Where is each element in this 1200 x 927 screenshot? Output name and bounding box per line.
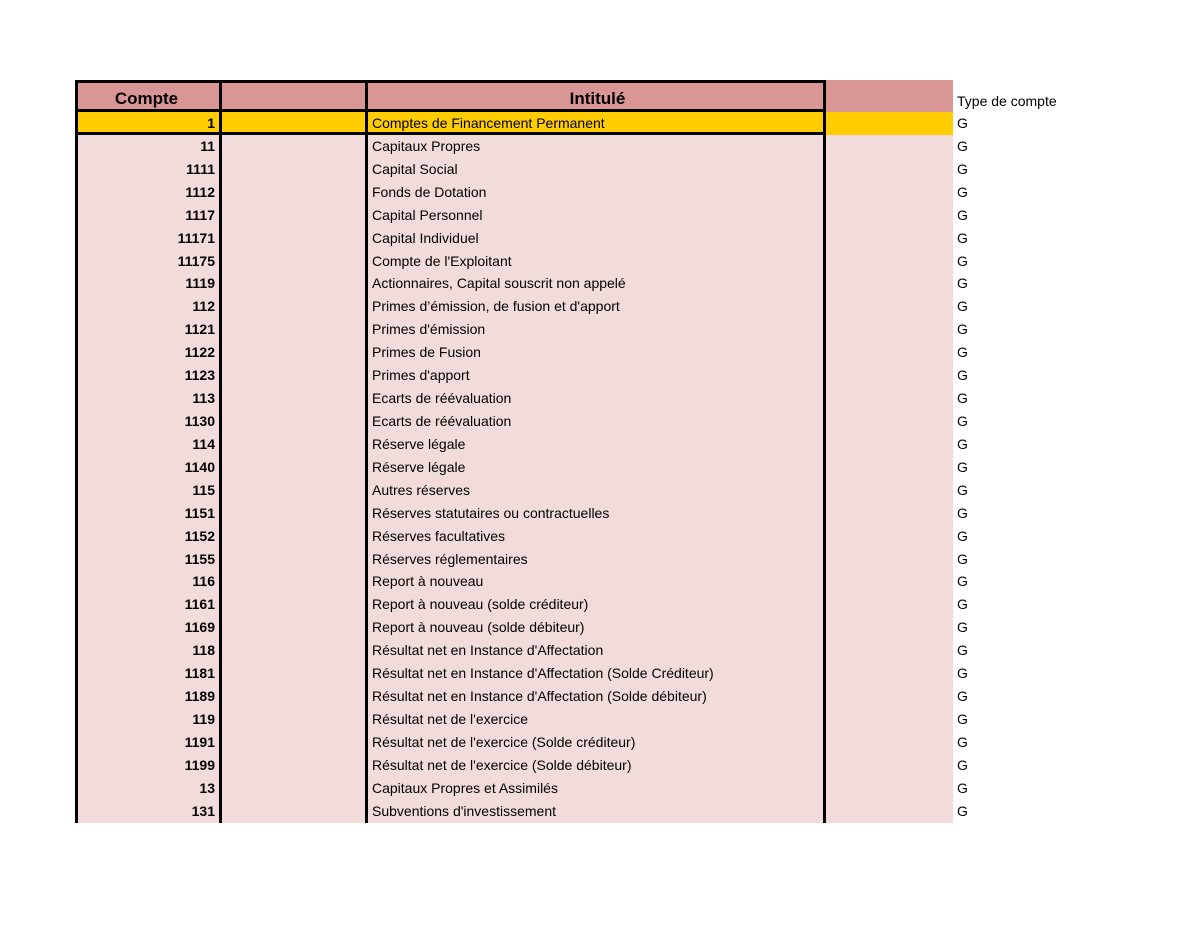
cell-blank (222, 616, 368, 639)
cell-intitule: Report à nouveau (368, 570, 826, 593)
table-row (75, 685, 1075, 708)
cell-compte: 1140 (75, 456, 222, 479)
cell-intitule: Capitaux Propres et Assimilés (368, 777, 826, 800)
table-row (75, 318, 1075, 341)
table-row (75, 250, 1075, 273)
cell-extra (826, 548, 953, 571)
cell-type-de-compte: G (957, 619, 968, 636)
cell-type-de-compte: G (957, 527, 968, 544)
cell-blank (222, 112, 368, 135)
cell-type-de-compte: G (957, 665, 968, 682)
cell-type-de-compte: G (957, 252, 968, 269)
account-table (75, 80, 1075, 823)
cell-type-de-compte: G (957, 596, 968, 613)
cell-blank (222, 800, 368, 823)
cell-intitule: Report à nouveau (solde créditeur) (368, 593, 826, 616)
table-row (75, 593, 1075, 616)
cell-intitule: Réserves statutaires ou contractuelles (368, 502, 826, 525)
cell-compte: 1130 (75, 410, 222, 433)
cell-blank (222, 570, 368, 593)
cell-type-de-compte: G (957, 206, 968, 223)
cell-blank (222, 295, 368, 318)
cell-intitule: Réserves facultatives (368, 525, 826, 548)
cell-blank (222, 272, 368, 295)
cell-type-de-compte: G (957, 756, 968, 773)
cell-compte: 115 (75, 479, 222, 502)
cell-blank (222, 181, 368, 204)
cell-compte: 11 (75, 135, 222, 158)
cell-blank (222, 456, 368, 479)
cell-extra (826, 708, 953, 731)
cell-extra (826, 639, 953, 662)
cell-type-de-compte: G (957, 710, 968, 727)
cell-type-de-compte: G (957, 115, 968, 131)
cell-type-de-compte: G (957, 481, 968, 498)
cell-intitule: Réserve légale (368, 433, 826, 456)
cell-type-de-compte: G (957, 298, 968, 315)
cell-extra (826, 158, 953, 181)
cell-blank (222, 708, 368, 731)
cell-extra (826, 364, 953, 387)
cell-intitule: Résultat net de l'exercice (Solde débiteur) (368, 754, 826, 777)
cell-blank (222, 227, 368, 250)
cell-blank (222, 662, 368, 685)
table-row (75, 708, 1075, 731)
cell-blank (222, 685, 368, 708)
cell-compte: 116 (75, 570, 222, 593)
cell-type-de-compte: G (957, 550, 968, 567)
cell-intitule: Subventions d'investissement (368, 800, 826, 823)
cell-intitule: Autres réserves (368, 479, 826, 502)
cell-intitule: Résultat net de l'exercice (Solde créditeur) (368, 731, 826, 754)
cell-blank (222, 364, 368, 387)
cell-extra (826, 250, 953, 273)
table-row (75, 502, 1075, 525)
cell-blank (222, 204, 368, 227)
cell-extra (826, 525, 953, 548)
cell-compte: 1161 (75, 593, 222, 616)
table-row (75, 479, 1075, 502)
cell-type-de-compte: G (957, 275, 968, 292)
table-row (75, 456, 1075, 479)
cell-intitule: Réserves réglementaires (368, 548, 826, 571)
cell-compte: 119 (75, 708, 222, 731)
cell-intitule: Primes d’émission, de fusion et d'apport (368, 295, 826, 318)
table-header-row (75, 80, 1075, 112)
cell-intitule: Ecarts de réévaluation (368, 387, 826, 410)
header-intitule: Intitulé (368, 80, 826, 112)
table-row (75, 410, 1075, 433)
cell-compte: 1191 (75, 731, 222, 754)
cell-extra (826, 754, 953, 777)
cell-intitule: Résultat net en Instance d'Affectation (Solde débiteur) (368, 685, 826, 708)
table-row (75, 204, 1075, 227)
cell-compte: 11175 (75, 250, 222, 273)
cell-blank (222, 593, 368, 616)
cell-blank (222, 387, 368, 410)
cell-blank (222, 777, 368, 800)
cell-blank (222, 525, 368, 548)
cell-compte: 13 (75, 777, 222, 800)
cell-compte: 1151 (75, 502, 222, 525)
cell-intitule: Résultat net en Instance d'Affectation (Solde Créditeur) (368, 662, 826, 685)
cell-extra (826, 272, 953, 295)
table-row (75, 570, 1075, 593)
cell-extra (826, 181, 953, 204)
cell-extra (826, 410, 953, 433)
cell-intitule: Primes d'apport (368, 364, 826, 387)
cell-type-de-compte: G (957, 183, 968, 200)
cell-extra (826, 295, 953, 318)
table-row (75, 364, 1075, 387)
table-row (75, 639, 1075, 662)
cell-intitule: Capitaux Propres (368, 135, 826, 158)
cell-compte: 1121 (75, 318, 222, 341)
table-row (75, 227, 1075, 250)
cell-blank (222, 433, 368, 456)
table-row (75, 158, 1075, 181)
cell-type-de-compte: G (957, 137, 968, 154)
cell-type-de-compte: G (957, 642, 968, 659)
cell-blank (222, 341, 368, 364)
cell-type-de-compte: G (957, 802, 968, 819)
cell-blank (222, 548, 368, 571)
cell-intitule: Comptes de Financement Permanent (368, 112, 826, 135)
cell-blank (222, 318, 368, 341)
cell-blank (222, 158, 368, 181)
header-type-de-compte: Type de compte (957, 93, 1057, 109)
cell-extra (826, 570, 953, 593)
cell-compte: 1199 (75, 754, 222, 777)
cell-type-de-compte: G (957, 573, 968, 590)
cell-compte: 1112 (75, 181, 222, 204)
cell-compte: 113 (75, 387, 222, 410)
cell-extra (826, 112, 953, 135)
cell-extra (826, 456, 953, 479)
table-row (75, 731, 1075, 754)
cell-intitule: Capital Personnel (368, 204, 826, 227)
cell-extra (826, 341, 953, 364)
cell-compte: 11171 (75, 227, 222, 250)
table-row (75, 525, 1075, 548)
cell-extra (826, 685, 953, 708)
cell-intitule: Report à nouveau (solde débiteur) (368, 616, 826, 639)
table-row (75, 181, 1075, 204)
cell-extra (826, 204, 953, 227)
cell-blank (222, 639, 368, 662)
cell-intitule: Résultat net en Instance d'Affectation (368, 639, 826, 662)
cell-type-de-compte: G (957, 412, 968, 429)
header-extra (826, 80, 953, 112)
table-row (75, 135, 1075, 158)
header-blank (222, 80, 368, 112)
cell-compte: 1122 (75, 341, 222, 364)
cell-intitule: Capital Social (368, 158, 826, 181)
cell-type-de-compte: G (957, 435, 968, 452)
cell-extra (826, 502, 953, 525)
cell-blank (222, 502, 368, 525)
cell-compte: 1117 (75, 204, 222, 227)
cell-type-de-compte: G (957, 321, 968, 338)
cell-intitule: Capital Individuel (368, 227, 826, 250)
cell-compte: 112 (75, 295, 222, 318)
table-row (75, 548, 1075, 571)
cell-intitule: Fonds de Dotation (368, 181, 826, 204)
cell-intitule: Résultat net de l'exercice (368, 708, 826, 731)
cell-compte: 1111 (75, 158, 222, 181)
cell-compte: 1155 (75, 548, 222, 571)
cell-extra (826, 731, 953, 754)
header-compte: Compte (75, 80, 222, 112)
cell-blank (222, 410, 368, 433)
cell-extra (826, 387, 953, 410)
table-row (75, 754, 1075, 777)
cell-intitule: Actionnaires, Capital souscrit non appelé (368, 272, 826, 295)
cell-intitule: Compte de l'Exploitant (368, 250, 826, 273)
cell-type-de-compte: G (957, 390, 968, 407)
cell-extra (826, 318, 953, 341)
cell-blank (222, 479, 368, 502)
cell-intitule: Primes de Fusion (368, 341, 826, 364)
cell-compte: 1 (75, 112, 222, 135)
cell-type-de-compte: G (957, 344, 968, 361)
cell-type-de-compte: G (957, 367, 968, 384)
table-row (75, 777, 1075, 800)
cell-type-de-compte: G (957, 688, 968, 705)
cell-extra (826, 616, 953, 639)
cell-extra (826, 800, 953, 823)
cell-extra (826, 777, 953, 800)
cell-intitule: Ecarts de réévaluation (368, 410, 826, 433)
table-row (75, 616, 1075, 639)
table-row (75, 800, 1075, 823)
cell-compte: 1169 (75, 616, 222, 639)
cell-intitule: Primes d'émission (368, 318, 826, 341)
cell-type-de-compte: G (957, 504, 968, 521)
cell-compte: 114 (75, 433, 222, 456)
cell-type-de-compte: G (957, 733, 968, 750)
cell-compte: 1189 (75, 685, 222, 708)
table-row (75, 272, 1075, 295)
table-row (75, 387, 1075, 410)
cell-blank (222, 135, 368, 158)
cell-type-de-compte: G (957, 160, 968, 177)
cell-extra (826, 227, 953, 250)
cell-type-de-compte: G (957, 779, 968, 796)
cell-extra (826, 662, 953, 685)
cell-extra (826, 593, 953, 616)
table-row (75, 295, 1075, 318)
cell-extra (826, 135, 953, 158)
cell-compte: 1119 (75, 272, 222, 295)
cell-extra (826, 433, 953, 456)
table-body (75, 112, 1075, 823)
cell-type-de-compte: G (957, 229, 968, 246)
table-row (75, 112, 1075, 135)
cell-blank (222, 754, 368, 777)
cell-compte: 118 (75, 639, 222, 662)
table-row (75, 433, 1075, 456)
cell-compte: 1181 (75, 662, 222, 685)
cell-intitule: Réserve légale (368, 456, 826, 479)
cell-blank (222, 250, 368, 273)
cell-compte: 1152 (75, 525, 222, 548)
cell-blank (222, 731, 368, 754)
table-row (75, 662, 1075, 685)
cell-compte: 1123 (75, 364, 222, 387)
table-row (75, 341, 1075, 364)
cell-compte: 131 (75, 800, 222, 823)
cell-extra (826, 479, 953, 502)
cell-type-de-compte: G (957, 458, 968, 475)
